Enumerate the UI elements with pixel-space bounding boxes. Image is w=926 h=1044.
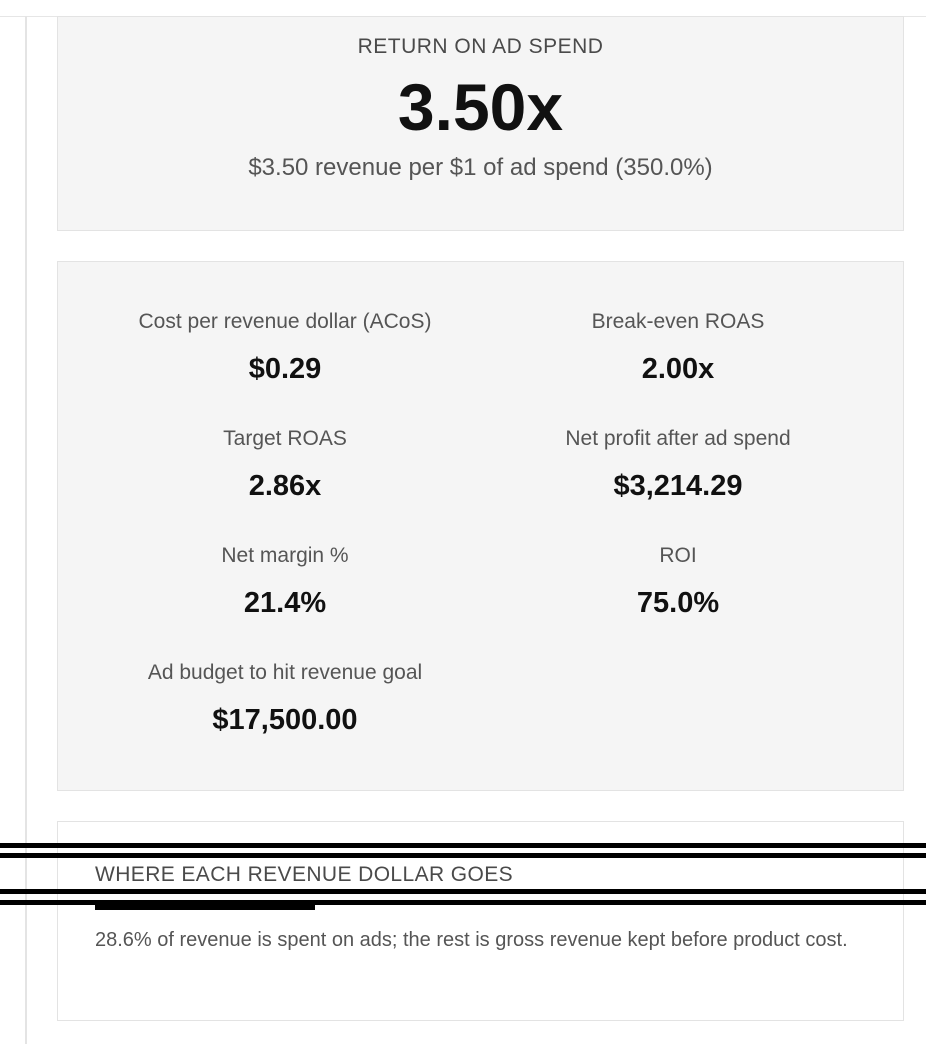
metric-label: Net margin % <box>221 544 349 567</box>
metric-label: ROI <box>659 544 697 567</box>
metric-break-even-roas <box>478 307 878 385</box>
roas-value: 3.50x <box>397 70 564 144</box>
roas-label: RETURN ON AD SPEND <box>357 35 604 58</box>
metric-ad-budget <box>85 658 485 736</box>
metric-net-profit <box>478 424 878 502</box>
metric-label: Net profit after ad spend <box>565 427 791 450</box>
metric-value: 2.00x <box>641 353 715 385</box>
roas-card <box>57 16 904 231</box>
title-underline <box>95 905 315 910</box>
metric-label: Break-even ROAS <box>591 310 765 333</box>
metric-net-margin <box>85 541 485 619</box>
metric-value: 21.4% <box>243 587 327 619</box>
metric-value: $3,214.29 <box>613 470 743 502</box>
revenue-breakdown-card <box>57 821 904 1021</box>
redaction-bar <box>0 889 926 894</box>
metric-value: 75.0% <box>636 587 720 619</box>
redaction-bar <box>0 843 926 848</box>
redaction-bar <box>0 853 926 858</box>
metric-value: $17,500.00 <box>212 704 358 736</box>
metric-label: Cost per revenue dollar (ACoS) <box>138 310 432 333</box>
metric-label: Target ROAS <box>223 427 347 450</box>
metric-target-roas <box>85 424 485 502</box>
roas-subtitle: $3.50 revenue per $1 of ad spend (350.0%) <box>248 154 713 181</box>
metric-value: 2.86x <box>248 470 322 502</box>
metric-acos <box>85 307 485 385</box>
breakdown-title: WHERE EACH REVENUE DOLLAR GOES <box>95 863 514 886</box>
metric-value: $0.29 <box>248 353 322 385</box>
breakdown-description: 28.6% of revenue is spent on ads; the rest is gross revenue kept before product cost. <box>95 929 848 951</box>
metric-label: Ad budget to hit revenue goal <box>147 661 423 684</box>
metrics-card <box>57 261 904 791</box>
metric-roi <box>478 541 878 619</box>
